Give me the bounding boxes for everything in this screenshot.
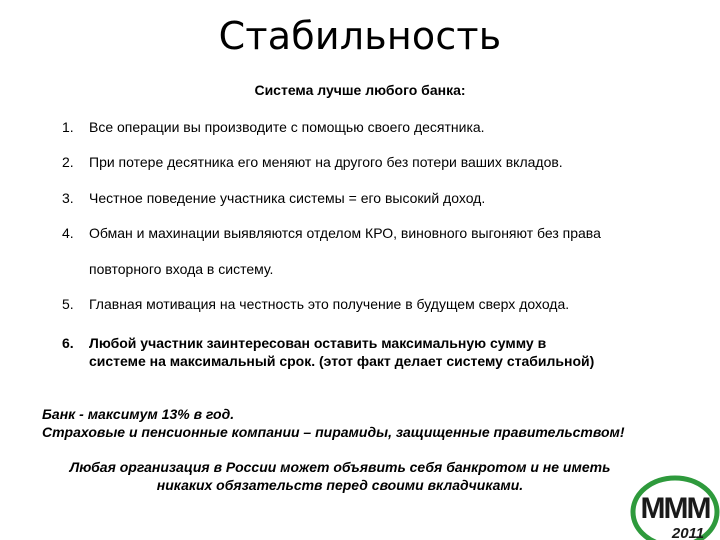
item-text: Любой участник заинтересован оставить максимальную сумму в [89, 335, 547, 351]
bank-note-line: Страховые и пенсионные компании – пирамиды, защищенные правительством! [42, 424, 625, 440]
item-number: 3. [62, 190, 74, 206]
item-text: При потере десятника его меняют на другого без потери ваших вкладов. [89, 154, 563, 170]
item-text-continued: повторного входа в систему. [89, 261, 274, 277]
organization-note [40, 458, 640, 494]
item-number: 5. [62, 296, 74, 312]
bank-notes [42, 405, 702, 441]
logo-year: 2011 [671, 525, 705, 540]
subtitle: Система лучше любого банка: [254, 82, 466, 98]
organization-note-line: никаких обязательств перед своими вкладчиками. [156, 477, 524, 493]
organization-note-line: Любая организация в России может объявить себя банкротом и не иметь [69, 459, 611, 475]
page-title: Стабильность [218, 14, 502, 58]
bank-note-line: Банк - максимум 13% в год. [42, 406, 235, 422]
item-text-continued: системе на максимальный срок. (этот факт делает систему стабильной) [89, 353, 595, 369]
item-number: 1. [62, 119, 74, 135]
item-text: Все операции вы производите с помощью своего десятника. [89, 119, 485, 135]
item-number: 2. [62, 154, 74, 170]
item-text: Честное поведение участника системы = его высокий доход. [89, 190, 486, 206]
logo-text: MMM [640, 492, 710, 525]
item-text: Обман и махинации выявляются отделом КРО, виновного выгоняют без права [89, 225, 601, 241]
mmm-logo [620, 470, 720, 540]
item-text: Главная мотивация на честность это получение в будущем сверх дохода. [89, 296, 570, 312]
item-number: 4. [62, 225, 74, 241]
item-number: 6. [62, 335, 74, 351]
